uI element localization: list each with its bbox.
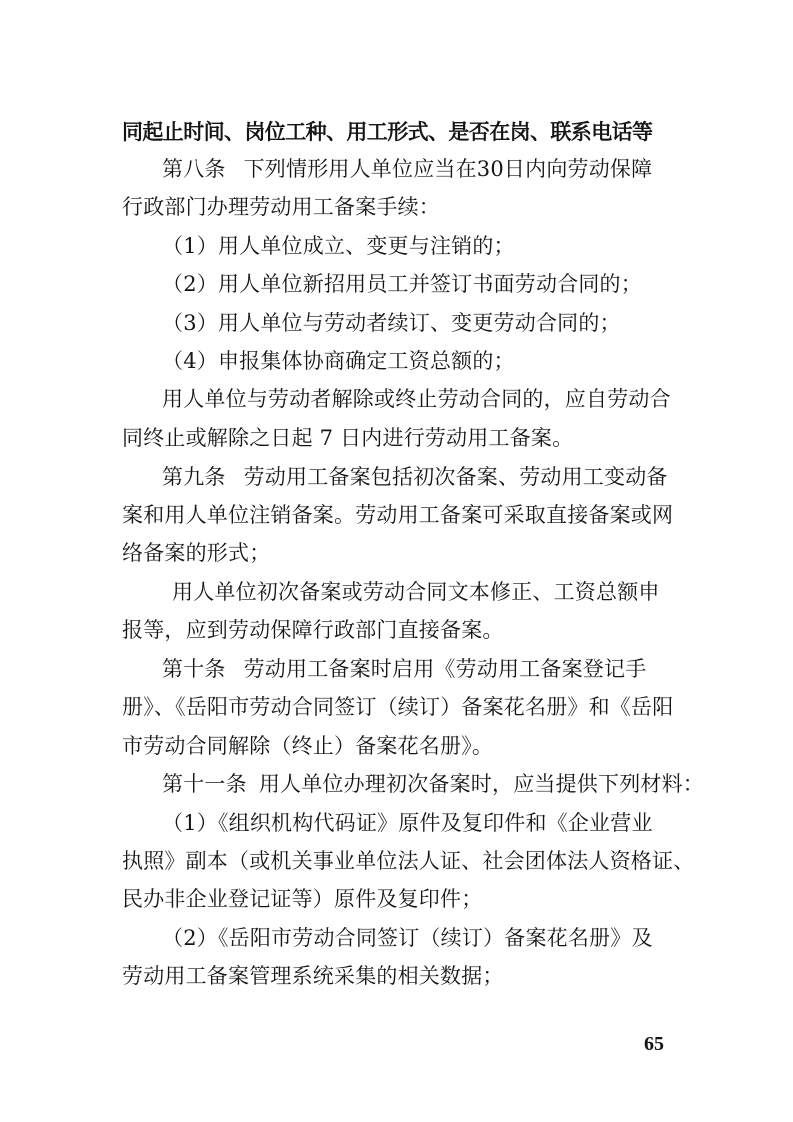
text-line: 行政部门办理劳动用工备案手续： [122, 195, 440, 219]
text-line: 册》、《岳阳市劳动合同签订（续订）备案花名册》和《岳阳 [122, 695, 674, 719]
article-text: 用人单位办理初次备案时，应当提供下列材料： [258, 772, 705, 796]
text-line: 同终止或解除之日起 7 日内进行劳动用工备案。 [122, 426, 574, 450]
list-item: （1）用人单位成立、变更与注销的； [162, 234, 515, 258]
article-label: 第十条 [162, 657, 226, 681]
page-number: 65 [644, 1033, 664, 1055]
text-line: 同起止时间、岗位工种、用工形式、是否在岗、联系电话等 [122, 119, 653, 144]
article-label: 第八条 [162, 157, 226, 181]
text-line: 民办非企业登记证等）原件及复印件； [122, 887, 483, 911]
text-line: 报等，应到劳动保障行政部门直接备案。 [122, 618, 504, 642]
text-line: 案和用人单位注销备案。劳动用工备案可采取直接备案或网 [122, 503, 674, 527]
text-line: 用人单位与劳动者解除或终止劳动合同的，应自劳动合 [162, 387, 671, 411]
list-item: （1）《组织机构代码证》原件及复印件和《企业营业 [162, 811, 653, 835]
text-line: 市劳动合同解除（终止）备案花名册》。 [122, 734, 494, 758]
text-line: 劳动用工备案管理系统采集的相关数据； [122, 964, 504, 988]
article-heading-line [162, 654, 702, 684]
list-item: （3）用人单位与劳动者续订、变更劳动合同的； [162, 311, 621, 335]
article-heading-line [162, 154, 702, 184]
article-heading-line [162, 462, 702, 492]
text-line: 执照》副本（或机关事业单位法人证、社会团体法人资格证、 [122, 849, 695, 873]
text-line: 络备案的形式； [122, 541, 271, 565]
article-text: 劳动用工备案包括初次备案、劳动用工变动备 [243, 465, 668, 489]
article-text: 下列情形用人单位应当在30日内向劳动保障 [243, 157, 653, 181]
list-item: （2）用人单位新招用员工并签订书面劳动合同的； [162, 272, 642, 296]
article-text: 劳动用工备案时启用《劳动用工备案登记手 [243, 657, 647, 681]
article-heading-line [162, 769, 705, 799]
article-label: 第十一条 [162, 772, 247, 796]
list-item: （2）《岳阳市劳动合同签订（续订）备案花名册》及 [162, 926, 653, 950]
list-item: （4）申报集体协商确定工资总额的； [162, 349, 515, 373]
text-line: 用人单位初次备案或劳动合同文本修正、工资总额申 [172, 580, 660, 604]
article-label: 第九条 [162, 465, 226, 489]
